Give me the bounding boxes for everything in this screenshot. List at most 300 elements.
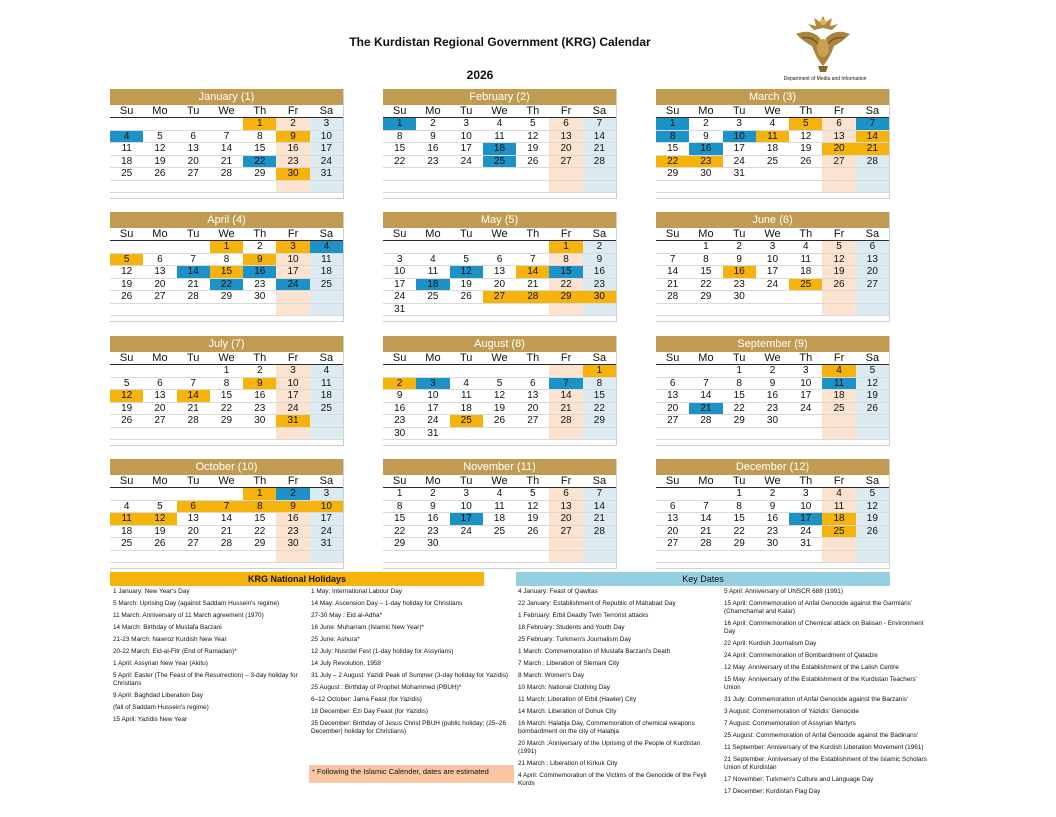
day-cell: [143, 488, 176, 501]
day-cell: 30: [723, 291, 756, 304]
day-cell: 28: [583, 156, 616, 169]
weekday-header: Fr: [276, 352, 309, 365]
day-cell: 26: [110, 291, 143, 304]
weekday-header: Th: [516, 228, 549, 241]
list-item: 14 May: Ascension Day – 1-day holiday for Christians: [311, 600, 463, 607]
holiday-day-cell: 9: [276, 131, 309, 144]
day-cell: 17: [416, 403, 449, 416]
day-cell: [583, 181, 616, 194]
list-item: 11 March: Anniversary of 11 March agreement (1970): [113, 612, 264, 619]
day-cell: 26: [516, 526, 549, 539]
weekday-header: Fr: [822, 352, 855, 365]
list-item: 21-23 March: Nawroz Kurdish New Year: [113, 636, 227, 643]
day-cell: 2: [756, 365, 789, 378]
day-cell: 13: [549, 501, 582, 514]
day-cell: 30: [243, 415, 276, 428]
day-cell: 23: [276, 526, 309, 539]
day-cell: 5: [483, 378, 516, 391]
weekday-header: Fr: [549, 105, 582, 118]
day-cell: [822, 181, 855, 194]
list-item: 12 July: Nusrdel Fest (1-day holiday for Assyrians): [311, 648, 454, 655]
weekday-header: Th: [789, 105, 822, 118]
day-cell: [756, 181, 789, 194]
day-cell: 25: [110, 538, 143, 551]
day-cell: 8: [383, 501, 416, 514]
weekday-header: Fr: [276, 105, 309, 118]
holiday-day-cell: 21: [856, 143, 889, 156]
day-cell: [383, 241, 416, 254]
day-cell: [416, 241, 449, 254]
day-cell: 18: [822, 390, 855, 403]
holiday-day-cell: 3: [276, 241, 309, 254]
day-cell: [516, 538, 549, 551]
day-cell: 2: [243, 241, 276, 254]
day-cell: [483, 241, 516, 254]
day-cell: 23: [276, 156, 309, 169]
day-cell: [756, 304, 789, 317]
day-cell: [483, 168, 516, 181]
day-cell: [310, 415, 343, 428]
day-cell: 27: [856, 279, 889, 292]
day-cell: 24: [276, 403, 309, 416]
keydate-day-cell: 16: [243, 266, 276, 279]
month-calendar: [383, 89, 617, 199]
holiday-day-cell: 14: [856, 131, 889, 144]
day-cell: [177, 118, 210, 131]
day-cell: [177, 241, 210, 254]
day-cell: [383, 181, 416, 194]
keydate-day-cell: 3: [416, 378, 449, 391]
day-cell: 10: [310, 131, 343, 144]
day-cell: [656, 551, 689, 564]
day-cell: 14: [549, 390, 582, 403]
day-cell: [416, 168, 449, 181]
holiday-day-cell: 12: [110, 390, 143, 403]
keydate-day-cell: 24: [276, 279, 309, 292]
list-item: 4 April: Commemoration of the Victims of the Genocide of the Feyli Kurds: [518, 772, 707, 787]
month-calendar: [383, 212, 617, 322]
day-cell: 6: [549, 118, 582, 131]
weekday-header: We: [756, 475, 789, 488]
day-cell: [110, 118, 143, 131]
month-calendar: [110, 459, 344, 569]
weekday-header: Mo: [689, 228, 722, 241]
day-cell: [549, 304, 582, 317]
day-cell: [110, 488, 143, 501]
day-cell: [450, 181, 483, 194]
day-cell: 3: [310, 118, 343, 131]
day-cell: 23: [723, 279, 756, 292]
day-cell: 13: [516, 390, 549, 403]
weekday-header: We: [756, 228, 789, 241]
day-cell: 7: [177, 378, 210, 391]
day-cell: 12: [856, 378, 889, 391]
day-cell: 2: [756, 488, 789, 501]
day-cell: 21: [516, 279, 549, 292]
day-cell: [856, 291, 889, 304]
day-cell: 24: [383, 291, 416, 304]
day-cell: [416, 304, 449, 317]
weekday-header: Sa: [583, 228, 616, 241]
day-cell: 1: [210, 365, 243, 378]
keydate-day-cell: 1: [656, 118, 689, 131]
list-item: 21 March : Liberation of Kirkuk City: [518, 760, 618, 767]
weekday-header: Tu: [723, 352, 756, 365]
holiday-day-cell: 25: [822, 526, 855, 539]
day-cell: 30: [416, 538, 449, 551]
day-cell: [450, 538, 483, 551]
day-cell: 9: [383, 390, 416, 403]
day-cell: 14: [583, 501, 616, 514]
day-cell: 21: [177, 279, 210, 292]
day-cell: 31: [383, 304, 416, 317]
day-cell: [310, 291, 343, 304]
day-cell: 14: [210, 513, 243, 526]
day-cell: 8: [723, 378, 756, 391]
day-cell: 4: [483, 118, 516, 131]
holiday-day-cell: 1: [243, 118, 276, 131]
day-cell: [656, 241, 689, 254]
day-cell: 10: [276, 254, 309, 267]
day-cell: [310, 181, 343, 194]
list-item: 17 November: Turkmen's Culture and Language Day: [724, 776, 874, 783]
day-cell: 24: [310, 156, 343, 169]
holiday-day-cell: 18: [822, 513, 855, 526]
day-cell: 4: [310, 365, 343, 378]
day-cell: 11: [416, 266, 449, 279]
day-cell: 8: [689, 254, 722, 267]
holiday-day-cell: 1: [549, 241, 582, 254]
day-cell: 21: [210, 156, 243, 169]
list-item: 18 December: Ezi Day Feast (for Yazidis): [311, 708, 428, 715]
holiday-day-cell: 1: [210, 241, 243, 254]
day-cell: 7: [583, 488, 616, 501]
weekday-header: Su: [383, 105, 416, 118]
day-cell: [789, 428, 822, 441]
day-cell: 17: [450, 143, 483, 156]
day-cell: [243, 181, 276, 194]
day-cell: [583, 304, 616, 317]
day-cell: 6: [143, 254, 176, 267]
keydate-day-cell: 1: [383, 118, 416, 131]
weekday-header: Mo: [689, 475, 722, 488]
weekday-header: Th: [516, 475, 549, 488]
day-cell: [210, 118, 243, 131]
day-cell: 20: [656, 526, 689, 539]
day-cell: 22: [549, 279, 582, 292]
day-cell: 1: [689, 241, 722, 254]
month-title: December (12): [656, 459, 889, 475]
day-cell: 6: [549, 488, 582, 501]
day-cell: 23: [416, 526, 449, 539]
day-cell: 5: [516, 488, 549, 501]
day-cell: 19: [143, 156, 176, 169]
weekday-header: Su: [383, 475, 416, 488]
weekday-header: Sa: [583, 105, 616, 118]
day-cell: 15: [583, 390, 616, 403]
day-cell: 26: [110, 415, 143, 428]
holiday-day-cell: 10: [310, 501, 343, 514]
weekday-header: Su: [656, 228, 689, 241]
day-cell: 12: [789, 131, 822, 144]
list-item: 21 September: Anniversary of the Establishment of the Islamic Scholars Union of Kurdistan: [724, 756, 927, 771]
day-cell: [856, 538, 889, 551]
day-cell: 28: [177, 291, 210, 304]
day-cell: 23: [416, 156, 449, 169]
list-item: 1 May: International Labour Day: [311, 588, 402, 595]
weekday-header: Th: [789, 352, 822, 365]
weekday-header: Mo: [689, 352, 722, 365]
day-cell: 19: [856, 390, 889, 403]
day-cell: 29: [583, 415, 616, 428]
holiday-day-cell: 2: [383, 378, 416, 391]
day-cell: 20: [656, 403, 689, 416]
day-cell: 5: [856, 488, 889, 501]
day-cell: [110, 551, 143, 564]
day-cell: 7: [177, 254, 210, 267]
month-title: June (6): [656, 212, 889, 228]
day-cell: [516, 304, 549, 317]
keydate-day-cell: 8: [656, 131, 689, 144]
day-cell: 13: [822, 131, 855, 144]
weekday-header: Mo: [416, 105, 449, 118]
day-cell: [723, 304, 756, 317]
weekday-header: We: [756, 352, 789, 365]
day-cell: 12: [483, 390, 516, 403]
weekday-header: Su: [656, 352, 689, 365]
list-item: 3 August: Commemoration of Yazidis' Genocide: [724, 708, 859, 715]
day-cell: 7: [210, 131, 243, 144]
day-cell: 25: [416, 291, 449, 304]
weekday-header: Tu: [450, 228, 483, 241]
day-cell: 20: [483, 279, 516, 292]
weekday-header: Sa: [310, 105, 343, 118]
day-cell: [416, 551, 449, 564]
holiday-day-cell: 1: [243, 488, 276, 501]
day-cell: [450, 551, 483, 564]
weekday-header: Su: [110, 475, 143, 488]
day-cell: 22: [723, 526, 756, 539]
day-cell: 3: [383, 254, 416, 267]
day-cell: 3: [723, 118, 756, 131]
holiday-day-cell: 6: [177, 501, 210, 514]
day-cell: [822, 538, 855, 551]
day-cell: [276, 551, 309, 564]
weekday-header: Tu: [177, 475, 210, 488]
keydate-day-cell: 7: [549, 378, 582, 391]
day-cell: 29: [243, 538, 276, 551]
day-cell: 28: [210, 538, 243, 551]
keydate-day-cell: 22: [210, 279, 243, 292]
day-cell: [243, 428, 276, 441]
day-cell: 17: [310, 143, 343, 156]
day-cell: [143, 181, 176, 194]
day-cell: [383, 168, 416, 181]
weekday-header: Fr: [549, 228, 582, 241]
day-cell: 13: [483, 266, 516, 279]
day-cell: [656, 428, 689, 441]
day-cell: [310, 428, 343, 441]
day-cell: 31: [416, 428, 449, 441]
day-cell: 5: [516, 118, 549, 131]
day-cell: 14: [583, 131, 616, 144]
day-cell: 26: [143, 538, 176, 551]
day-cell: 1: [383, 488, 416, 501]
day-cell: 31: [310, 168, 343, 181]
day-cell: [822, 168, 855, 181]
day-cell: 15: [383, 143, 416, 156]
list-item: 14 March: Liberation of Dohuk City: [518, 708, 617, 715]
weekday-header: Mo: [416, 228, 449, 241]
day-cell: 15: [723, 513, 756, 526]
day-cell: 25: [483, 526, 516, 539]
holiday-day-cell: 11: [110, 513, 143, 526]
day-cell: 29: [723, 415, 756, 428]
day-cell: 13: [143, 266, 176, 279]
holiday-day-cell: 8: [243, 501, 276, 514]
day-cell: 30: [276, 538, 309, 551]
weekday-header: Th: [789, 475, 822, 488]
keydates-list-1: [518, 588, 720, 792]
day-cell: 13: [177, 143, 210, 156]
day-cell: [177, 551, 210, 564]
list-item: 24 April: Commemoration of Bombardment of Qaladze: [724, 652, 878, 659]
weekday-header: Mo: [143, 352, 176, 365]
day-cell: [516, 551, 549, 564]
list-item: 1 March: Commemoration of Mustafa Barzani's Death: [518, 648, 671, 655]
list-item: 5 March: Uprising Day (against Saddam Hussein's regime): [113, 600, 280, 607]
day-cell: [143, 118, 176, 131]
day-cell: 11: [822, 501, 855, 514]
day-cell: 2: [723, 241, 756, 254]
keydate-day-cell: 12: [450, 266, 483, 279]
list-item: 20-22 March: Eid-al-Fitr (End of Ramadan)*: [113, 648, 237, 655]
day-cell: [143, 241, 176, 254]
day-cell: [243, 551, 276, 564]
day-cell: 16: [276, 143, 309, 156]
list-item: 25 February: Turkmen's Journalism Day: [518, 636, 632, 643]
weekday-header: We: [210, 352, 243, 365]
weekday-header: Fr: [822, 228, 855, 241]
day-cell: 20: [143, 403, 176, 416]
day-cell: 3: [450, 118, 483, 131]
day-cell: 29: [383, 538, 416, 551]
month-title: August (8): [383, 336, 616, 352]
keydate-day-cell: 17: [450, 513, 483, 526]
holiday-day-cell: 9: [243, 378, 276, 391]
day-cell: 11: [450, 390, 483, 403]
day-cell: [549, 538, 582, 551]
day-cell: 19: [516, 143, 549, 156]
day-cell: 9: [416, 501, 449, 514]
day-cell: [789, 415, 822, 428]
weekday-header: Th: [243, 105, 276, 118]
day-cell: 19: [110, 279, 143, 292]
day-cell: 21: [656, 279, 689, 292]
list-item: 22 January: Establishment of Republic of Mahabad Day: [518, 600, 676, 607]
weekday-header: We: [210, 475, 243, 488]
day-cell: 17: [756, 266, 789, 279]
day-cell: [656, 181, 689, 194]
day-cell: 22: [583, 403, 616, 416]
day-cell: 9: [756, 501, 789, 514]
day-cell: 26: [822, 279, 855, 292]
weekday-header: Tu: [450, 352, 483, 365]
day-cell: [822, 428, 855, 441]
day-cell: 26: [483, 415, 516, 428]
day-cell: 27: [549, 526, 582, 539]
day-cell: 30: [756, 538, 789, 551]
day-cell: [110, 241, 143, 254]
day-cell: 6: [856, 241, 889, 254]
month-title: April (4): [110, 212, 343, 228]
day-cell: 8: [549, 254, 582, 267]
day-cell: [516, 181, 549, 194]
keydate-day-cell: 4: [310, 241, 343, 254]
day-cell: [383, 365, 416, 378]
weekday-header: Tu: [723, 475, 756, 488]
day-cell: 30: [756, 415, 789, 428]
weekday-header: We: [483, 475, 516, 488]
day-cell: 17: [723, 143, 756, 156]
day-cell: 7: [516, 254, 549, 267]
holiday-day-cell: 29: [549, 291, 582, 304]
day-cell: 31: [789, 538, 822, 551]
day-cell: 24: [450, 526, 483, 539]
day-cell: 9: [756, 378, 789, 391]
day-cell: [856, 181, 889, 194]
list-item: 15 May: Anniversary of the Establishment of the Kurdistan Teachers' Union: [724, 676, 917, 691]
day-cell: 16: [276, 513, 309, 526]
list-item: 7 August: Commemoration of Assyrian Martyrs: [724, 720, 856, 727]
day-cell: [210, 181, 243, 194]
day-cell: 8: [210, 254, 243, 267]
weekday-header: Sa: [310, 228, 343, 241]
day-cell: [450, 428, 483, 441]
day-cell: 6: [656, 378, 689, 391]
day-cell: [656, 488, 689, 501]
weekday-header: Sa: [310, 352, 343, 365]
day-cell: 27: [656, 538, 689, 551]
weekday-header: Th: [789, 228, 822, 241]
day-cell: [516, 168, 549, 181]
day-cell: [656, 304, 689, 317]
day-cell: [450, 304, 483, 317]
day-cell: [483, 428, 516, 441]
day-cell: 20: [516, 403, 549, 416]
keydate-day-cell: 15: [549, 266, 582, 279]
day-cell: 2: [243, 365, 276, 378]
month-calendar: [656, 336, 890, 446]
month-calendar: [110, 336, 344, 446]
holiday-day-cell: 9: [243, 254, 276, 267]
list-item: 16 June: Muharram (Islamic New Year)*: [311, 624, 424, 631]
list-item: (fall of Saddam Hussein's regime): [113, 704, 209, 711]
weekday-header: We: [483, 352, 516, 365]
day-cell: 6: [822, 118, 855, 131]
holiday-day-cell: 20: [822, 143, 855, 156]
day-cell: [276, 291, 309, 304]
weekday-header: Mo: [689, 105, 722, 118]
day-cell: 18: [789, 266, 822, 279]
weekday-header: Tu: [177, 352, 210, 365]
list-item: 6–12 October: Jama Feast (for Yazidis): [311, 696, 422, 703]
list-item: 15 April: Commemoration of Anfal Genocide against the Garmians' (Chamchamal and Kalar): [724, 600, 913, 615]
day-cell: 18: [110, 526, 143, 539]
day-cell: [583, 428, 616, 441]
holidays-list-2: [311, 588, 511, 740]
day-cell: [516, 241, 549, 254]
